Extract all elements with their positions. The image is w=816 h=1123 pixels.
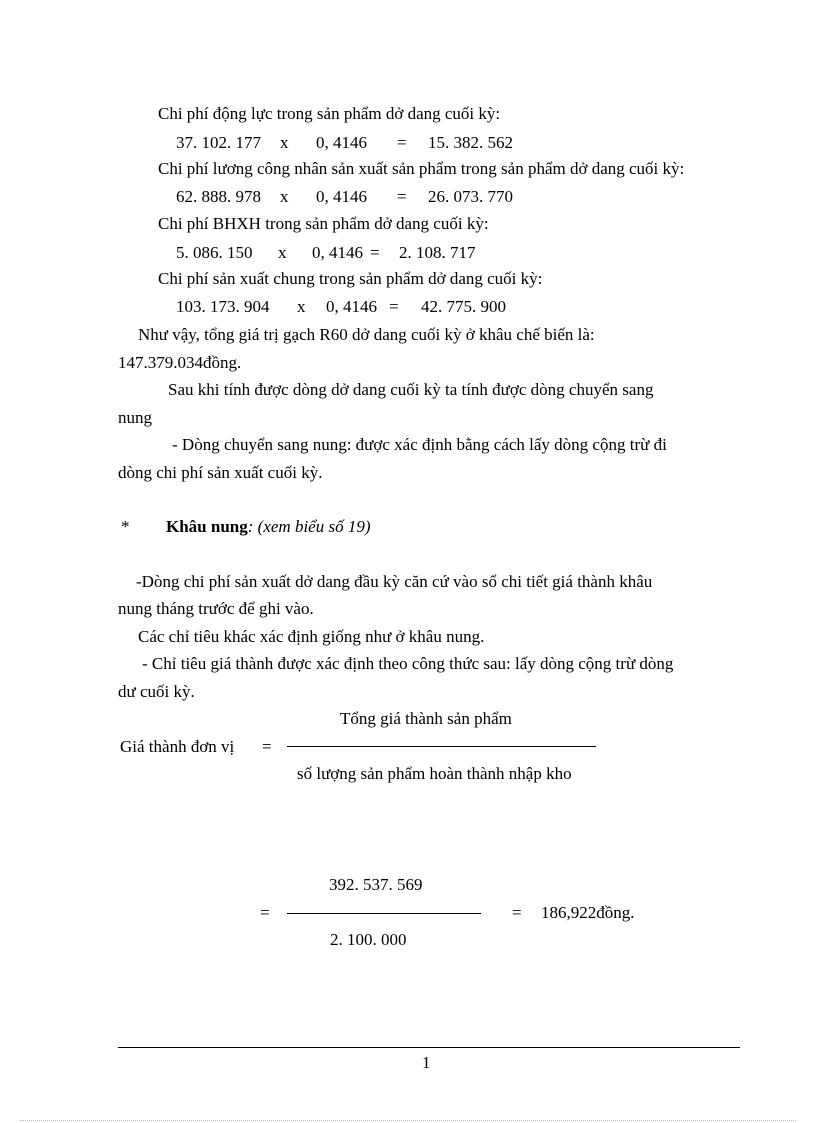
formula-fraction-bar <box>287 746 596 747</box>
section-reference: : (xem biểu số 19) <box>247 517 371 536</box>
calc-operand: 103. 173. 904 <box>176 297 270 316</box>
result-equals: = <box>260 903 270 922</box>
calc-equals: = <box>370 243 380 262</box>
calc-result: 26. 073. 770 <box>428 187 513 206</box>
formula-label: Giá thành đơn vị <box>120 737 235 756</box>
section-heading <box>166 516 371 538</box>
calc-equals: = <box>389 297 399 316</box>
calc-result: 15. 382. 562 <box>428 133 513 152</box>
formula-numerator: Tổng giá thành sản phẩm <box>340 709 512 728</box>
formula-equals: = <box>262 737 272 756</box>
calc-operator: x <box>297 297 306 316</box>
calc-operator: x <box>278 243 287 262</box>
calc-operand: 5. 086. 150 <box>176 243 253 262</box>
paragraph-formula-intro: - Chỉ tiêu giá thành được xác định theo công thức sau: lấy dòng cộng trừ dòng <box>142 654 674 673</box>
calc-rate: 0, 4146 <box>312 243 363 262</box>
calc-rate: 0, 4146 <box>326 297 377 316</box>
cost-line-dong-luc: Chi phí động lực trong sản phẩm dở dang cuối kỳ: <box>158 104 501 123</box>
calc-result: 2. 108. 717 <box>399 243 476 262</box>
calc-operand: 37. 102. 177 <box>176 133 261 152</box>
page-edge-dots <box>20 1120 796 1121</box>
calc-equals: = <box>397 187 407 206</box>
summary-total: 147.379.034đồng. <box>118 353 242 372</box>
section-bullet: * <box>121 517 130 536</box>
cost-line-bhxh: Chi phí BHXH trong sản phẩm dở dang cuối kỳ: <box>158 214 489 233</box>
paragraph-other: Các chỉ tiêu khác xác định giống như ở khâu nung. <box>138 627 485 646</box>
calc-rate: 0, 4146 <box>316 133 367 152</box>
paragraph-transfer-cont: nung <box>118 408 152 427</box>
footer-rule <box>118 1047 740 1048</box>
calc-rate: 0, 4146 <box>316 187 367 206</box>
calc-equals: = <box>397 133 407 152</box>
result-value: 186,922đồng. <box>541 903 635 922</box>
calc-operand: 62. 888. 978 <box>176 187 261 206</box>
paragraph-transfer-def-cont: dòng chi phí sản xuất cuối kỳ. <box>118 463 323 482</box>
calc-result: 42. 775. 900 <box>421 297 506 316</box>
summary-line: Như vậy, tổng giá trị gạch R60 dở dang cuối kỳ ở khâu chế biến là: <box>138 325 595 344</box>
calc-operator: x <box>280 187 289 206</box>
cost-line-chung: Chi phí sản xuất chung trong sản phẩm dở dang cuối kỳ: <box>158 269 543 288</box>
calc-operator: x <box>280 133 289 152</box>
result-equals-2: = <box>512 903 522 922</box>
page-number: 1 <box>422 1053 431 1072</box>
section-title: Khâu nung <box>166 517 248 536</box>
result-fraction-bar <box>287 913 481 914</box>
paragraph-opening-cont: nung tháng trước để ghi vào. <box>118 599 314 618</box>
paragraph-formula-intro-cont: dư cuối kỳ. <box>118 682 195 701</box>
formula-denominator: số lượng sản phẩm hoàn thành nhập kho <box>297 764 572 783</box>
paragraph-opening: -Dòng chi phí sản xuất dở dang đầu kỳ căn cứ vào sổ chi tiết giá thành khâu <box>136 572 653 591</box>
paragraph-transfer: Sau khi tính được dòng dở dang cuối kỳ ta tính được dòng chuyển sang <box>168 380 654 399</box>
result-numerator: 392. 537. 569 <box>329 875 423 894</box>
result-denominator: 2. 100. 000 <box>330 930 407 949</box>
paragraph-transfer-def: - Dòng chuyển sang nung: được xác định bằng cách lấy dòng cộng trừ đi <box>172 435 667 454</box>
cost-line-luong: Chi phí lương công nhân sản xuất sản phẩm trong sản phẩm dở dang cuối kỳ: <box>158 159 685 178</box>
